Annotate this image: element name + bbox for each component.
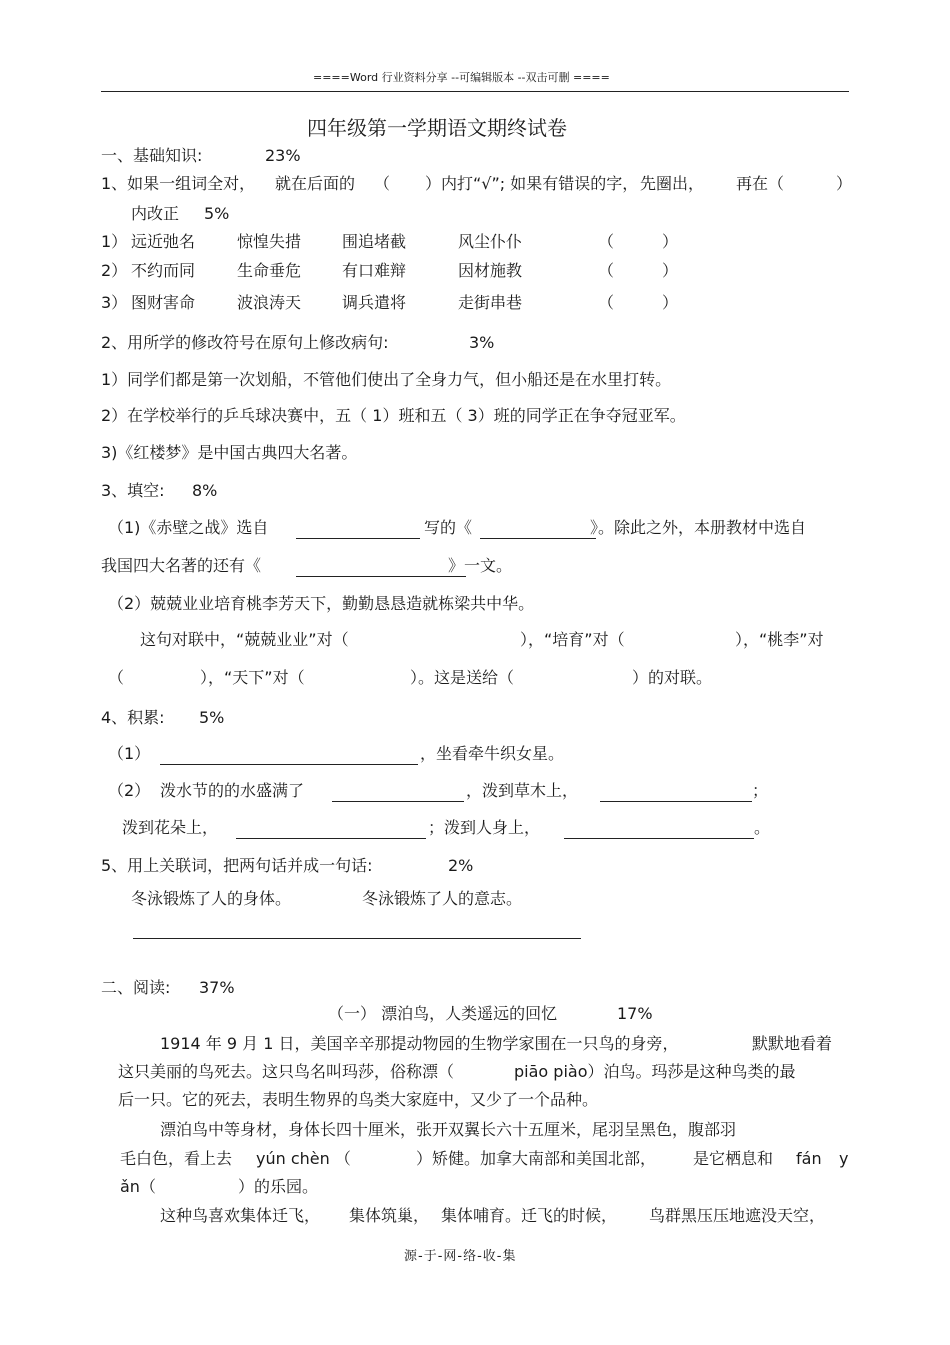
q1-row2-word3: 有口难辩: [342, 261, 407, 280]
q2-pct: 3%: [469, 333, 495, 352]
passage-pct: 17%: [617, 1004, 653, 1023]
q1-row2-word2: 生命垂危: [237, 261, 302, 280]
q3-blank-author[interactable]: [296, 538, 420, 539]
q3-line5d: ）的对联。: [632, 668, 713, 687]
q3-line1a: （1)《赤壁之战》选自: [108, 518, 269, 537]
p1-line2: 这只美丽的鸟死去。这只鸟名叫玛莎，俗称漂（: [118, 1062, 455, 1081]
q4-blank-5[interactable]: [564, 838, 754, 839]
q4-line2d: ；: [752, 781, 769, 800]
q3-line1c: 》。除此之外，本册教材中选自: [590, 518, 807, 537]
q3-line5a: （: [108, 668, 125, 687]
q3-line3: （2）兢兢业业培育桃李芳天下，勤勤恳恳造就栋梁共中华。: [108, 594, 535, 613]
q4-blank-4[interactable]: [236, 838, 426, 839]
p2-line2c: ）矫健。加拿大南部和美国北部，: [416, 1149, 657, 1168]
p1-line3: 后一只。它的死去，表明生物界的鸟类大家庭中，又少了一个品种。: [118, 1090, 599, 1109]
header-text: ====Word 行业资料分享 --可编辑版本 --双击可删 ====: [313, 71, 610, 84]
section1-pct: 23%: [265, 146, 301, 165]
p2-line2b: yún chèn （: [256, 1149, 351, 1168]
q2-heading: 2、用所学的修改符号在原句上修改病句:: [101, 333, 389, 352]
p1-line1: 1914 年 9 月 1 日，美国辛辛那提动物园的生物学家围在一只鸟的身旁，: [160, 1034, 679, 1053]
q1-row2-paren-open: （: [598, 261, 615, 280]
q2-item1: 1）同学们都是第一次划船，不管他们使出了全身力气，但小船还是在水里打转。: [101, 370, 672, 389]
q4-blank-1[interactable]: [160, 764, 418, 765]
q1-row3-paren-close: ）: [662, 293, 679, 312]
q1-line1b: 就在后面的: [275, 174, 356, 193]
q3-line5c: ）。这是送给（: [410, 668, 515, 687]
q1-row3-word2: 波浪涛天: [237, 293, 302, 312]
q3-pct: 8%: [192, 481, 218, 500]
q1-row1-word2: 惊惶失措: [237, 232, 302, 251]
q4-line2a: （2）: [108, 781, 151, 800]
q1-row1-word4: 风尘仆仆: [458, 232, 523, 251]
q1-line1f: 再在（: [736, 174, 785, 193]
q3-line4c: ），“桃李”对: [735, 630, 824, 649]
q1-row1-paren-open: （: [598, 232, 615, 251]
footer-text: 源-于-网-络-收-集: [404, 1249, 517, 1264]
q1-line1g: ）: [836, 174, 853, 193]
q4-line2b: 泼水节的的水盛满了: [160, 781, 305, 800]
p2-line3a: ǎn（: [120, 1177, 156, 1196]
q1-row2-paren-close: ）: [662, 261, 679, 280]
p2-line2e: fán: [796, 1149, 822, 1168]
q4-line3b: ；泼到人身上，: [428, 818, 541, 837]
q3-blank-book[interactable]: [480, 538, 596, 539]
p1-line2b: piāo piào）泊鸟。玛莎是这种鸟类的最: [514, 1062, 796, 1081]
q5-sentence2: 冬泳锻炼了人的意志。: [362, 889, 523, 908]
q1-line1a: 1、如果一组词全对，: [101, 174, 256, 193]
p2-line2d: 是它栖息和: [693, 1149, 774, 1168]
q1-row3-word1: 图财害命: [131, 293, 196, 312]
q1-line1e: 先圈出，: [640, 174, 705, 193]
q4-line3a: 泼到花朵上，: [122, 818, 219, 837]
q1-row1-paren-close: ）: [662, 232, 679, 251]
q1-row2-word4: 因材施教: [458, 261, 523, 280]
q5-answer-line[interactable]: [133, 938, 581, 939]
q5-pct: 2%: [448, 856, 474, 875]
p3-line1c: 集体哺育。迁飞的时候，: [441, 1206, 618, 1225]
q4-pct: 5%: [199, 708, 225, 727]
q3-blank-other[interactable]: [296, 576, 466, 577]
q1-row3-paren-open: （: [598, 293, 615, 312]
q1-row3-word4: 走街串巷: [458, 293, 523, 312]
q5-sentence1: 冬泳锻炼了人的身体。: [131, 889, 292, 908]
p3-line1d: 鸟群黑压压地遮没天空，: [649, 1206, 826, 1225]
q5-heading: 5、用上关联词，把两句话并成一句话:: [101, 856, 373, 875]
p2-line1: 漂泊鸟中等身材，身体长四十厘米，张开双翼长六十五厘米，尾羽呈黑色，腹部羽: [160, 1120, 737, 1139]
q2-item2: 2）在学校举行的乒乓球决赛中，五（ 1）班和五（ 3）班的同学正在争夺冠亚军。: [101, 406, 686, 425]
q1-line1d: ）内打“√”; 如果有错误的字，: [425, 174, 639, 193]
q3-line5b: ），“天下”对（: [200, 668, 305, 687]
q4-line3c: 。: [754, 818, 771, 837]
section1-heading: 一、基础知识:: [101, 146, 203, 165]
q1-row2-num: 2）: [101, 261, 128, 280]
page-title: 四年级第一学期语文期终试卷: [307, 116, 567, 140]
p1-line1b: 默默地看着: [752, 1034, 833, 1053]
q3-heading: 3、填空:: [101, 481, 165, 500]
q4-line2c: ，泼到草木上，: [466, 781, 579, 800]
q2-item3: 3)《红楼梦》是中国古典四大名著。: [101, 443, 358, 462]
q3-line1b: 写的《: [424, 518, 473, 537]
q4-blank-3[interactable]: [600, 801, 752, 802]
q1-row1-word1: 远近弛名: [131, 232, 196, 251]
q3-line4a: 这句对联中，“兢兢业业”对（: [140, 630, 349, 649]
p2-line3b: ）的乐园。: [238, 1177, 319, 1196]
q3-line2a: 我国四大名著的还有《: [101, 556, 262, 575]
q3-line4b: ），“培育”对（: [520, 630, 625, 649]
section2-heading: 二、阅读:: [101, 978, 171, 997]
section2-pct: 37%: [199, 978, 235, 997]
passage-title: （一） 漂泊鸟，人类遥远的回忆: [328, 1004, 558, 1023]
p3-line1b: 集体筑巢，: [349, 1206, 430, 1225]
q1-row1-num: 1）: [101, 232, 128, 251]
p2-line2a: 毛白色，看上去: [120, 1149, 233, 1168]
header-rule: [101, 91, 849, 92]
q1-row1-word3: 围追堵截: [342, 232, 407, 251]
q1-row3-word3: 调兵遣将: [342, 293, 407, 312]
q3-line2b: 》一文。: [448, 556, 513, 575]
q1-pct: 5%: [204, 204, 230, 223]
p3-line1a: 这种鸟喜欢集体迁飞，: [160, 1206, 321, 1225]
q4-heading: 4、积累:: [101, 708, 165, 727]
q4-line1b: ，坐看牵牛织女星。: [420, 744, 565, 763]
q4-line1a: （1）: [108, 744, 151, 763]
q1-line1c: （: [374, 174, 391, 193]
q4-blank-2[interactable]: [332, 801, 464, 802]
q1-row3-num: 3）: [101, 293, 128, 312]
p2-line2f: y: [839, 1149, 849, 1168]
q1-row2-word1: 不约而同: [131, 261, 196, 280]
q1-line2: 内改正: [131, 204, 180, 223]
